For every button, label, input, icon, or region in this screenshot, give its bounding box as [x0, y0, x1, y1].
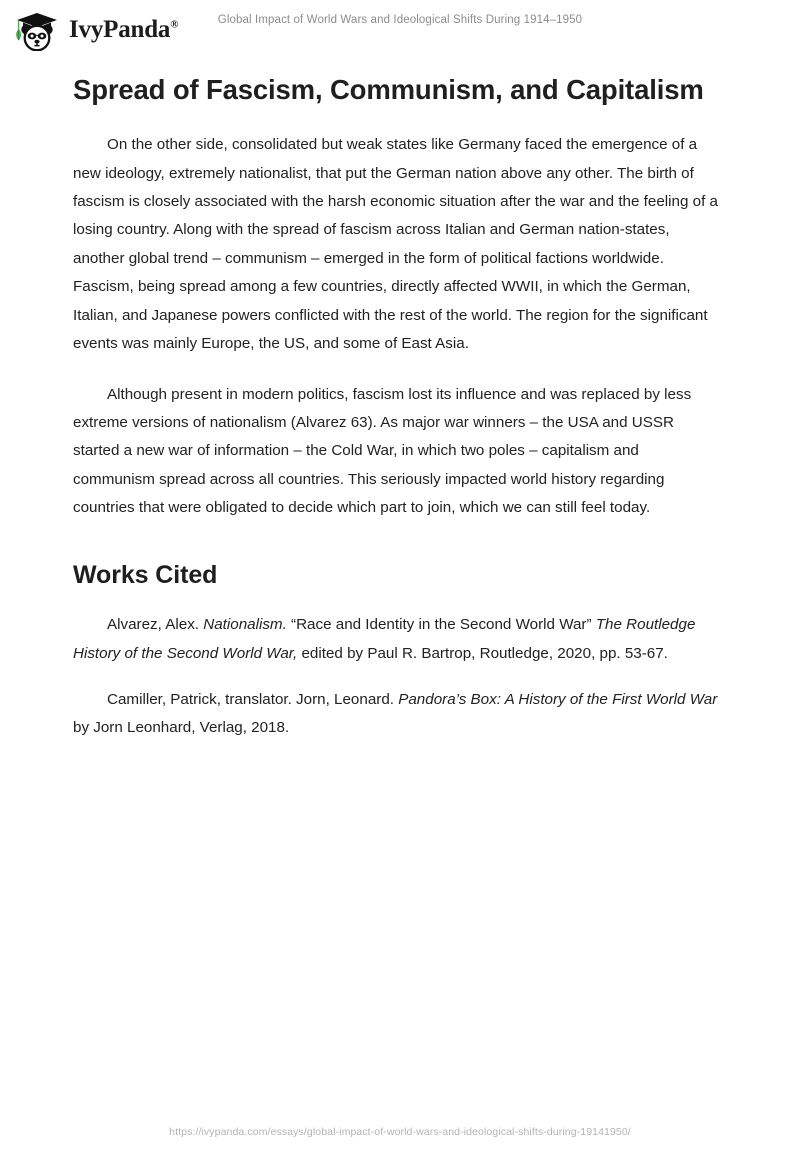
citation-source-italic: The Routledge History of the Second World War, [73, 616, 696, 662]
citation-text: Camiller, Patrick, translator. Jorn, Leonard. [107, 691, 399, 709]
document-header-title: Global Impact of World Wars and Ideological Shifts During 1914–1950 [217, 14, 583, 26]
page-header [0, 0, 800, 58]
page-footer [0, 1122, 800, 1140]
body-paragraph: On the other side, consolidated but weak states like Germany faced the emergence of a new ideology, extremely nationalist, that put the German nation above any other. The birth of fascism is closely associated with the harsh economic situation after the war and the feeling of a losing country. Along with the spread of fascism across Italian and German nation-states, another global trend – communism – emerged in the form of political factions worldwide. Fascism, being spread among a few countries, directly affected WWII, in which the German, Italian, and Japanese powers conflicted with the rest of the world. The region for the significant events was mainly Europe, the US, and some of East Asia. [73, 136, 718, 353]
citation-title-italic: Nationalism. [203, 616, 287, 634]
citation-text: by Jorn Leonhard, Verlag, 2018. [73, 719, 290, 737]
citation-entry [73, 611, 721, 668]
document-content [73, 72, 721, 761]
source-url[interactable]: https://ivypanda.com/essays/global-impact-of-world-wars-and-ideological-shifts-during-19141950/ [169, 1126, 631, 1138]
page-title: Spread of Fascism, Communism, and Capitalism [73, 74, 704, 105]
citation-text: “Race and Identity in the Second World War” [286, 616, 596, 634]
citation-text: Alvarez, Alex. [107, 616, 204, 634]
registered-mark-icon: ® [170, 18, 179, 31]
citation-entry [73, 686, 721, 743]
citation-title-italic: Pandora’s Box: A History of the First World War [398, 691, 718, 709]
brand-name-text: IvyPanda [69, 16, 171, 43]
citation-text: edited by Paul R. Bartrop, Routledge, 2020, pp. 53-67. [297, 644, 668, 662]
body-paragraph: Although present in modern politics, fascism lost its influence and was replaced by less extreme versions of nationalism (Alvarez 63). As major war winners – the USA and USSR started a new war of information – the Cold War, in which two poles – capitalism and communism spread across all countries. This seriously impacted world history regarding countries that were obligated to decide which part to join, which we can still feel today. [73, 385, 692, 517]
works-cited-heading: Works Cited [73, 560, 218, 589]
